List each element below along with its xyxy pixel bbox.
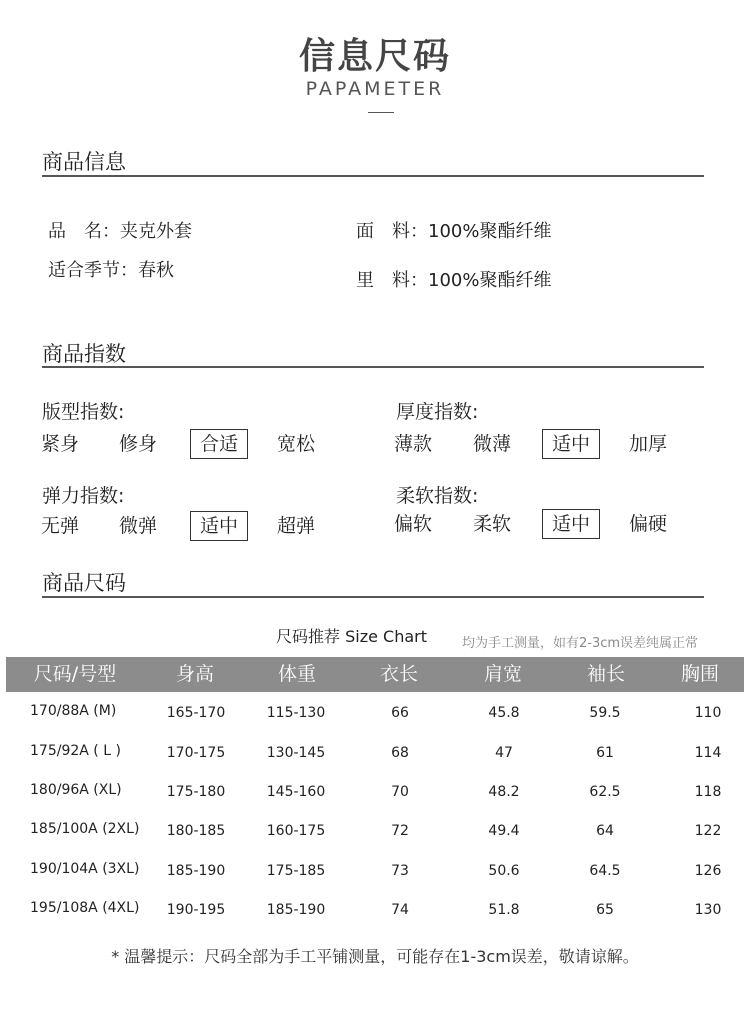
elasticity-option-selected: 适中 bbox=[190, 511, 248, 541]
table-cell: 175/92A ( L ) bbox=[30, 743, 121, 759]
thickness-option: 微薄 bbox=[473, 433, 512, 455]
softness-option: 柔软 bbox=[473, 513, 512, 535]
size-heading: 商品尺码 bbox=[42, 571, 126, 595]
table-cell: 64 bbox=[596, 823, 614, 839]
table-cell: 190/104A (3XL) bbox=[30, 861, 140, 877]
name-value: 夹克外套 bbox=[120, 221, 192, 242]
fit-option: 紧身 bbox=[41, 433, 80, 455]
table-cell: 70 bbox=[391, 784, 409, 800]
size-chart-note: 均为手工测量，如有2-3cm误差纯属正常 bbox=[462, 636, 699, 651]
name-row bbox=[48, 217, 192, 243]
table-cell: 114 bbox=[694, 745, 722, 761]
softness-index-label: 柔软指数: bbox=[396, 485, 479, 507]
column-header-height: 身高 bbox=[175, 663, 214, 685]
table-cell: 160-175 bbox=[266, 823, 326, 839]
elasticity-option: 无弹 bbox=[41, 515, 80, 537]
table-cell: 45.8 bbox=[488, 705, 520, 721]
fit-option: 宽松 bbox=[277, 433, 316, 455]
fit-index-label: 版型指数: bbox=[42, 401, 125, 423]
page-subtitle: PAPAMETER bbox=[305, 78, 445, 100]
outer-fabric-label: 面 料： bbox=[356, 221, 428, 242]
table-cell: 130-145 bbox=[266, 745, 326, 761]
lining-value: 100%聚酯纤维 bbox=[428, 270, 552, 291]
size-divider bbox=[42, 596, 704, 598]
season-row bbox=[48, 256, 174, 282]
table-cell: 59.5 bbox=[589, 705, 621, 721]
table-cell: 185-190 bbox=[166, 863, 226, 879]
table-cell: 68 bbox=[391, 745, 409, 761]
season-label: 适合季节： bbox=[48, 260, 138, 281]
product-index-heading: 商品指数 bbox=[42, 342, 126, 366]
softness-option: 偏硬 bbox=[629, 513, 668, 535]
fit-option-selected: 合适 bbox=[190, 429, 248, 459]
table-cell: 180/96A (XL) bbox=[30, 782, 122, 798]
page-title: 信息尺码 bbox=[298, 36, 451, 77]
table-cell: 66 bbox=[391, 705, 409, 721]
table-cell: 48.2 bbox=[488, 784, 520, 800]
season-value: 春秋 bbox=[138, 260, 174, 281]
table-cell: 62.5 bbox=[589, 784, 621, 800]
table-cell: 51.8 bbox=[488, 902, 520, 918]
lining-label: 里 料： bbox=[356, 270, 428, 291]
product-index-divider bbox=[42, 366, 704, 368]
table-cell: 185-190 bbox=[266, 902, 326, 918]
table-cell: 47 bbox=[495, 745, 513, 761]
size-table-header bbox=[6, 657, 744, 692]
table-cell: 190-195 bbox=[166, 902, 226, 918]
thickness-option: 薄款 bbox=[394, 433, 433, 455]
thickness-option-selected: 适中 bbox=[542, 429, 600, 459]
thickness-index-label: 厚度指数: bbox=[396, 401, 479, 423]
table-cell: 64.5 bbox=[589, 863, 621, 879]
table-cell: 130 bbox=[694, 902, 722, 918]
table-cell: 165-170 bbox=[166, 705, 226, 721]
column-header-length: 衣长 bbox=[379, 663, 418, 685]
product-info-heading: 商品信息 bbox=[42, 150, 126, 174]
table-cell: 73 bbox=[391, 863, 409, 879]
size-chart-title: 尺码推荐 Size Chart bbox=[276, 627, 427, 646]
outer-fabric-value: 100%聚酯纤维 bbox=[428, 221, 552, 242]
column-header-shoulder: 肩宽 bbox=[483, 663, 522, 685]
table-cell: 74 bbox=[391, 902, 409, 918]
table-cell: 110 bbox=[694, 705, 722, 721]
table-cell: 118 bbox=[694, 784, 722, 800]
column-header-sleeve: 袖长 bbox=[586, 663, 625, 685]
name-label: 品 名： bbox=[48, 221, 120, 242]
title-divider bbox=[368, 112, 394, 113]
footnote: * 温馨提示：尺码全部为手工平铺测量，可能存在1-3cm误差，敬请谅解。 bbox=[111, 947, 639, 966]
lining-row bbox=[356, 266, 551, 292]
product-info-divider bbox=[42, 175, 704, 177]
table-cell: 72 bbox=[391, 823, 409, 839]
table-cell: 170/88A (M) bbox=[30, 703, 117, 719]
elasticity-option: 超弹 bbox=[277, 515, 316, 537]
table-cell: 185/100A (2XL) bbox=[30, 821, 140, 837]
softness-option: 偏软 bbox=[394, 513, 433, 535]
fit-option: 修身 bbox=[119, 433, 158, 455]
elasticity-option: 微弹 bbox=[119, 515, 158, 537]
elasticity-index-label: 弹力指数: bbox=[42, 485, 125, 507]
table-cell: 115-130 bbox=[266, 705, 326, 721]
table-cell: 180-185 bbox=[166, 823, 226, 839]
table-cell: 50.6 bbox=[488, 863, 520, 879]
outer-fabric-row bbox=[356, 217, 551, 243]
table-cell: 126 bbox=[694, 863, 722, 879]
table-cell: 61 bbox=[596, 745, 614, 761]
table-cell: 122 bbox=[694, 823, 722, 839]
table-cell: 175-180 bbox=[166, 784, 226, 800]
table-cell: 145-160 bbox=[266, 784, 326, 800]
column-header-chest: 胸围 bbox=[680, 663, 719, 685]
column-header-size: 尺码/号型 bbox=[33, 663, 117, 685]
table-cell: 170-175 bbox=[166, 745, 226, 761]
thickness-option: 加厚 bbox=[629, 433, 668, 455]
table-cell: 175-185 bbox=[266, 863, 326, 879]
column-header-weight: 体重 bbox=[277, 663, 316, 685]
softness-option-selected: 适中 bbox=[542, 509, 600, 539]
table-cell: 195/108A (4XL) bbox=[30, 900, 140, 916]
table-cell: 49.4 bbox=[488, 823, 520, 839]
table-cell: 65 bbox=[596, 902, 614, 918]
